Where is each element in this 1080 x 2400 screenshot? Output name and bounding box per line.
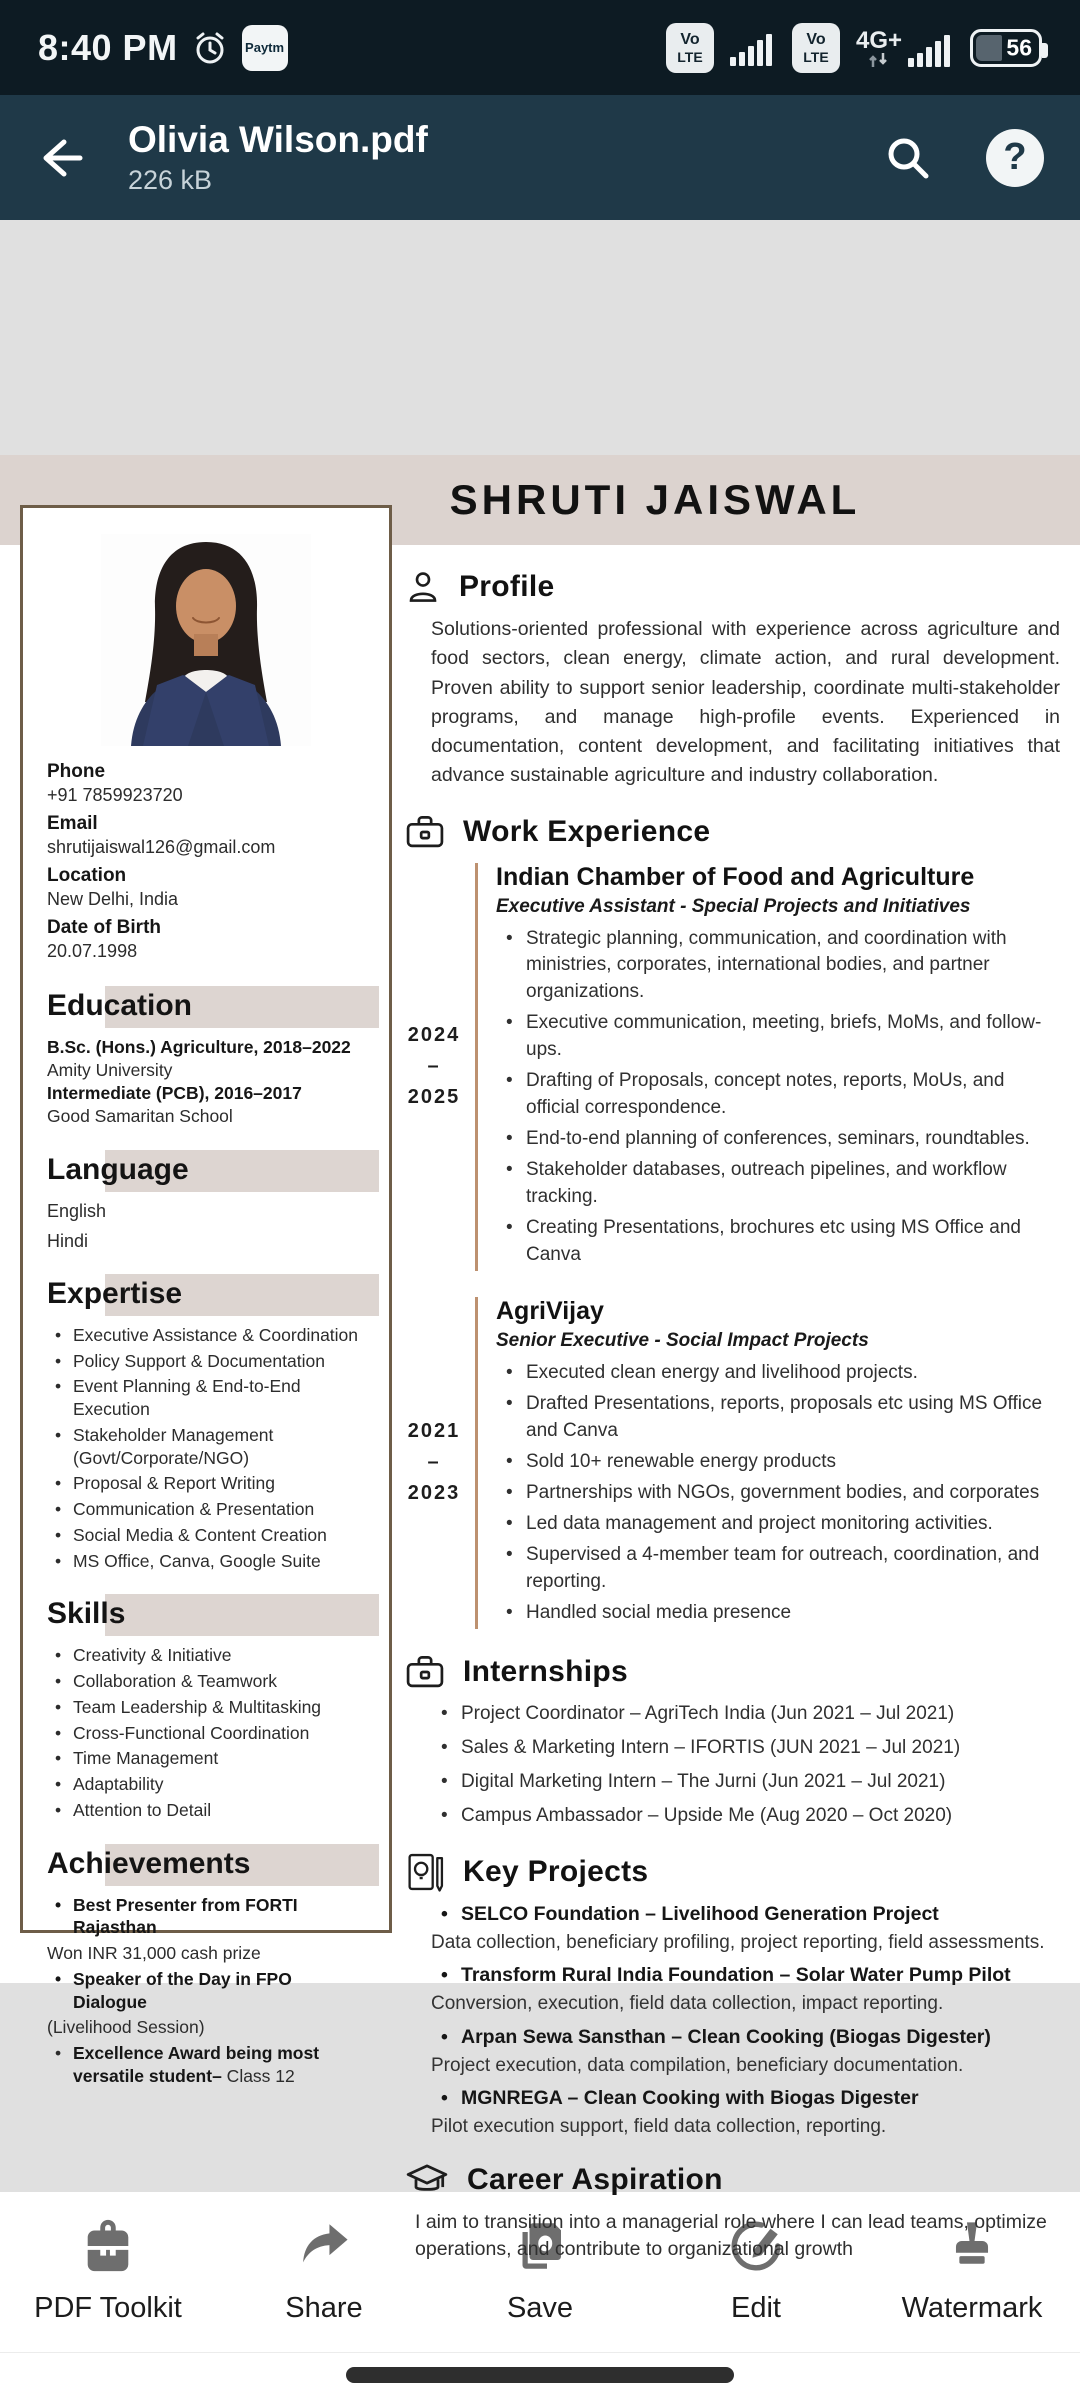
expertise-heading: Expertise [47, 1272, 365, 1316]
contact-label: Email [47, 813, 98, 835]
education-line: Intermediate (PCB), 2016–2017 [47, 1082, 302, 1103]
job-date-from: 2021 [407, 1420, 461, 1443]
expertise-item: • Policy Support & Documentation [47, 1350, 365, 1373]
resume-main-column [405, 545, 1060, 2263]
project-description: Project execution, data compilation, beneficiary documentation. [431, 2054, 964, 2076]
job-bullet: • Drafted Presentations, reports, proposals etc using MS Office and Canva [496, 1391, 1060, 1445]
pdf-toolkit-icon [77, 2214, 139, 2278]
job-date-separator: – [427, 1451, 441, 1474]
skill-item: • Time Management [47, 1747, 365, 1770]
expertise-item: • MS Office, Canva, Google Suite [47, 1550, 365, 1573]
search-icon [882, 132, 934, 184]
toolbar-label: Edit [731, 2292, 781, 2324]
status-bar [0, 0, 1080, 95]
internship-item: • Digital Marketing Intern – The Jurni (Jun 2021 – Jul 2021) [431, 1769, 1060, 1796]
job-bullet: • Led data management and project monitoring activities. [496, 1511, 1060, 1538]
job-dates [405, 861, 463, 1274]
viewer-background-top [0, 220, 1080, 455]
timeline-line [475, 1297, 478, 1629]
gesture-area [0, 2352, 1080, 2400]
briefcase-icon [405, 813, 445, 851]
expertise-item: • Event Planning & End-to-End Execution [47, 1375, 365, 1421]
contact-value: New Delhi, India [47, 889, 179, 910]
expertise-item: • Communication & Presentation [47, 1498, 365, 1521]
contact-value: +91 7859923720 [47, 784, 183, 805]
achievement-title: Excellence Award being most versatile student– [73, 2043, 320, 2086]
toolbar-label: Watermark [901, 2292, 1043, 2324]
job-item [405, 861, 1060, 1274]
project-idea-icon [405, 1852, 445, 1892]
expertise-item: • Social Media & Content Creation [47, 1524, 365, 1547]
achievements-heading: Achievements [47, 1842, 365, 1886]
achievement-title: • Best Presenter from FORTI Rajasthan [47, 1894, 365, 1940]
achievement-detail: (Livelihood Session) [47, 2017, 205, 2038]
job-dates [405, 1295, 463, 1631]
app-bar [0, 95, 1080, 220]
education-line: Amity University [47, 1059, 173, 1080]
profile-text: Solutions-oriented professional with experience across agriculture and food sectors, clean energy, climate action, and rural development. Proven ability to support senior leadership, coordinate multi-stakeholder programs, and manage high-profile events. Experienced in documentation, content development, and facilitating initiatives that advance sustainable agriculture and industry collaboration. [431, 618, 1060, 787]
work-experience-section-heading: Work Experience [405, 813, 1060, 851]
timeline-line [475, 863, 478, 1272]
career-aspiration-section-heading: Career Aspiration [405, 2161, 1060, 2199]
network-type-label: 4G+ [855, 26, 902, 54]
help-button[interactable] [986, 129, 1044, 187]
expertise-item: • Stakeholder Management (Govt/Corporate/NGO) [47, 1424, 365, 1470]
achievement-detail: Won INR 31,000 cash prize [47, 1943, 261, 1964]
expertise-item: • Executive Assistance & Coordination [47, 1324, 365, 1347]
job-bullet: • Supervised a 4-member team for outreach, coordination, and reporting. [496, 1542, 1060, 1596]
language-item: English [47, 1200, 107, 1221]
project-description: Conversion, execution, field data collection, impact reporting. [431, 1993, 944, 2015]
back-arrow-icon [36, 132, 88, 184]
pdf-page [0, 455, 1080, 2261]
skill-item: • Adaptability [47, 1773, 365, 1796]
contact-label: Date of Birth [47, 917, 161, 939]
language-item: Hindi [47, 1230, 89, 1251]
skill-item: • Collaboration & Teamwork [47, 1670, 365, 1693]
skill-item: • Team Leadership & Multitasking [47, 1696, 365, 1719]
toolbar-label: Share [285, 2292, 363, 2324]
education-heading: Education [47, 984, 365, 1028]
internship-item: • Campus Ambassador – Upside Me (Aug 2020 – Oct 2020) [431, 1803, 1060, 1830]
job-bullet: • Sold 10+ renewable energy products [496, 1449, 1060, 1476]
battery-percent: 56 [1006, 34, 1032, 60]
signal-bars-icon-2 [908, 31, 954, 67]
alarm-icon [192, 30, 228, 66]
job-date-separator: – [427, 1055, 441, 1078]
achievement-title: • Speaker of the Day in FPO Dialogue [47, 1968, 365, 2014]
search-button[interactable] [882, 132, 934, 184]
job-company: Indian Chamber of Food and Agriculture [496, 862, 975, 891]
battery-icon [970, 29, 1042, 67]
project-description: Data collection, beneficiary profiling, project reporting, field assessments. [431, 1932, 1045, 1954]
profile-section-heading: Profile [405, 569, 1060, 605]
help-icon: ? [986, 129, 1044, 187]
skill-item: • Cross-Functional Coordination [47, 1722, 365, 1745]
key-projects-list [431, 1902, 1060, 2140]
internship-list [431, 1701, 1060, 1830]
job-bullet: • Stakeholder databases, outreach pipelines, and workflow tracking. [496, 1157, 1060, 1211]
key-projects-section-heading: Key Projects [405, 1852, 1060, 1892]
project-title: • SELCO Foundation – Livelihood Generation Project [431, 1902, 1060, 1927]
resume-sidebar [20, 505, 392, 2086]
job-date-to: 2023 [407, 1482, 461, 1505]
heading-highlight [105, 1594, 379, 1636]
job-content [496, 861, 1060, 1274]
back-button[interactable] [36, 132, 88, 184]
achievement-item [47, 2042, 365, 2088]
job-bullet: • Executive communication, meeting, briefs, MoMs, and follow-ups. [496, 1010, 1060, 1064]
education-line: Good Samaritan School [47, 1105, 233, 1126]
education-lines [47, 1036, 365, 1128]
job-bullet: • Creating Presentations, brochures etc using MS Office and Canva [496, 1215, 1060, 1269]
project-title: • Arpan Sewa Sansthan – Clean Cooking (Biogas Digester) [431, 2025, 1060, 2050]
internship-item: • Project Coordinator – AgriTech India (Jun 2021 – Jul 2021) [431, 1701, 1060, 1728]
expertise-item: • Proposal & Report Writing [47, 1472, 365, 1495]
volte-badge-2: Vo LTE [792, 23, 840, 73]
toolbar-item-pdf-toolkit[interactable] [0, 2214, 216, 2352]
skills-heading: Skills [47, 1592, 365, 1636]
job-company: AgriVijay [496, 1297, 604, 1326]
internships-section-heading: Internships [405, 1653, 1060, 1691]
job-bullet: • Drafting of Proposals, concept notes, reports, MoUs, and official correspondence. [496, 1068, 1060, 1122]
education-line: B.Sc. (Hons.) Agriculture, 2018–2022 [47, 1036, 351, 1057]
home-indicator[interactable] [346, 2367, 734, 2383]
job-bullet: • Executed clean energy and livelihood projects. [496, 1360, 1060, 1387]
expertise-list [47, 1324, 365, 1573]
job-item [405, 1295, 1060, 1631]
document-size: 226 kB [128, 165, 213, 195]
graduation-cap-icon [405, 2161, 449, 2199]
skills-list [47, 1644, 365, 1821]
data-arrows-icon [867, 53, 891, 67]
share-icon [295, 2214, 353, 2278]
achievement-detail: Class 12 [221, 2065, 295, 2086]
document-title: Olivia Wilson.pdf [128, 119, 428, 160]
network-indicator [855, 26, 954, 67]
toolbar-label: PDF Toolkit [34, 2292, 182, 2324]
job-bullet: • Partnerships with NGOs, government bodies, and corporates [496, 1480, 1060, 1507]
person-icon [405, 569, 441, 605]
volte-badge-1: Vo LTE [666, 23, 714, 73]
contact-block [47, 760, 365, 964]
contact-label: Location [47, 865, 127, 887]
job-bullet: • Handled social media presence [496, 1600, 1060, 1627]
contact-value: 20.07.1998 [47, 941, 138, 962]
signal-bars-icon-1 [730, 30, 776, 66]
internship-item: • Sales & Marketing Intern – IFORTIS (JUN 2021 – Jul 2021) [431, 1735, 1060, 1762]
resume-name: SHRUTI JAISWAL [449, 476, 861, 523]
job-bullet: • End-to-end planning of conferences, seminars, roundtables. [496, 1126, 1060, 1153]
project-description: Pilot execution support, field data collection, reporting. [431, 2116, 887, 2138]
skill-item: • Attention to Detail [47, 1799, 365, 1822]
skill-item: • Creativity & Initiative [47, 1644, 365, 1667]
job-role: Executive Assistant - Special Projects and Initiatives [496, 895, 971, 917]
project-title: • Transform Rural India Foundation – Solar Water Pump Pilot [431, 1963, 1060, 1988]
career-aspiration-text: I aim to transition into a managerial role where I can lead teams, optimize operations, and contribute to organizational growth [415, 2211, 1047, 2261]
job-role: Senior Executive - Social Impact Projects [496, 1330, 869, 1352]
language-heading: Language [47, 1148, 365, 1192]
language-list [47, 1201, 365, 1252]
toolbar-item-share[interactable] [216, 2214, 432, 2352]
briefcase-icon [405, 1653, 445, 1691]
job-date-from: 2024 [407, 1024, 461, 1047]
jobs [405, 861, 1060, 1631]
status-time: 8:40 PM [38, 26, 178, 68]
project-title: • MGNREGA – Clean Cooking with Biogas Digester [431, 2086, 1060, 2111]
job-bullet: • Strategic planning, communication, and coordination with ministries, corporates, international bodies, and partner organizations. [496, 926, 1060, 1007]
toolbar-label: Save [506, 2292, 574, 2324]
job-content [496, 1295, 1060, 1631]
paytm-app-icon: Paytm [242, 25, 288, 71]
contact-label: Phone [47, 761, 106, 782]
achievements-list [47, 1894, 365, 2088]
contact-value: shrutijaiswal126@gmail.com [47, 836, 276, 857]
job-date-to: 2025 [407, 1086, 461, 1109]
profile-photo [100, 534, 312, 746]
